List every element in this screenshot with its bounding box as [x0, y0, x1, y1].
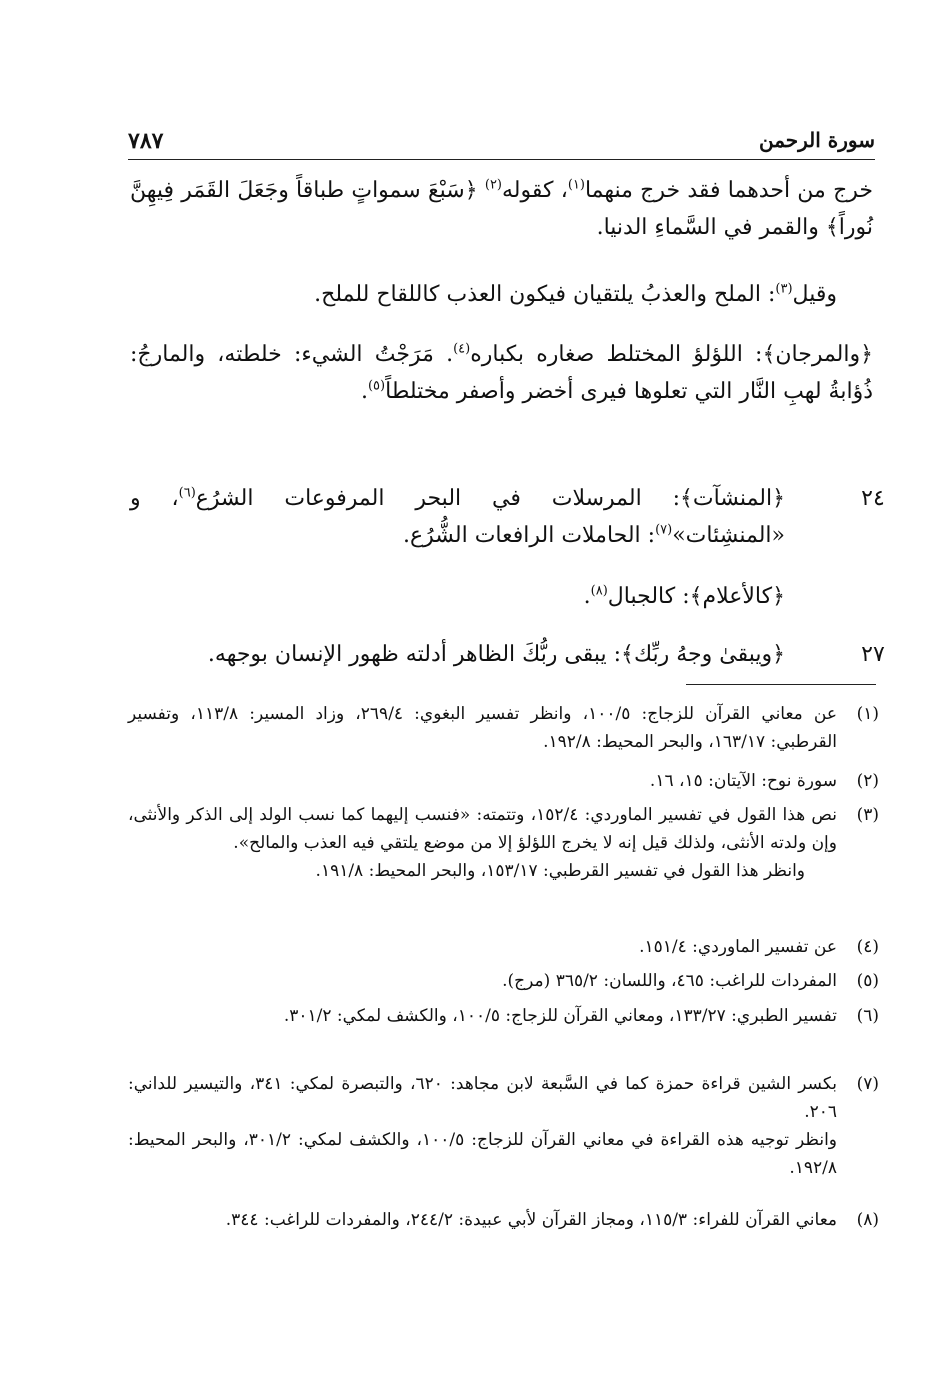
- page-header: [128, 124, 875, 158]
- footnote-ref: (٦): [178, 485, 196, 501]
- surah-title: سورة الرحمن: [758, 128, 875, 152]
- paragraph-5: [130, 578, 873, 615]
- paragraph-1: [130, 172, 873, 246]
- verse-explanation: [130, 480, 785, 554]
- footnote-2: [128, 767, 879, 795]
- footnote-ref: (٤): [453, 341, 471, 357]
- footnote-number: (٥): [856, 971, 879, 991]
- paragraph-text: ، و «المنشِئات»: [130, 486, 785, 548]
- paragraph-text: ﴿كالأعلام﴾: كالجبال: [607, 584, 785, 609]
- footnote-5: [128, 967, 879, 995]
- footnote-number: (٤): [856, 937, 879, 957]
- footnote-text: نص هذا القول في تفسير الماوردي: ١٥٢/٤، وتتمته: «فنسب إليهما كما نسب الولد إلى الذكر والأنثى، وإن ولدته الأنثى، ولذلك قيل إنه لا يخرج اللؤلؤ إلا من موضع يلتقي فيه العذب والمالح».: [128, 805, 837, 853]
- paragraph-text: ﴿والمرجان﴾: اللؤلؤ المختلط صغاره بكباره: [470, 342, 873, 367]
- verse-entry-24: [130, 480, 885, 554]
- footnote-7: [128, 1070, 879, 1182]
- footnote-number: (٨): [856, 1210, 879, 1230]
- footnote-number: (٣): [856, 805, 879, 825]
- paragraph-text: .: [583, 584, 591, 609]
- paragraph-text: ، كقوله: [502, 178, 568, 203]
- paragraph-text: وقيل: [792, 282, 837, 307]
- footnote-text-extra: وانظر توجيه هذه القراءة في معاني القرآن للزجاج: ١٠٠/٥، والكشف لمكي: ٣٠١/٢، والبحر المحيط: ١٩٢/٨.: [128, 1130, 837, 1178]
- footnote-text: عن تفسير الماوردي: ١٥١/٤.: [639, 937, 837, 957]
- paragraph-text: ﴿سَبْعَ سمواتٍ طباقاً وجَعَلَ القَمَر فِيهِنَّ نُوراً﴾ والقمر في السَّماءِ الدنيا.: [130, 178, 873, 240]
- paragraph-text: . مَرَجْتُ الشيء: خلطته، والمارجُ: ذُؤابةُ لهبِ النَّار التي تعلوها فيرى أخضر وأصفر مختلطاً: [130, 342, 873, 404]
- verse-explanation: ﴿ويبقىٰ وجهُ ربِّك﴾: يبقى ربُّكَ الظاهر أدلته ظهور الإنسان بوجهه.: [207, 642, 785, 667]
- paragraph-3: [130, 336, 873, 410]
- footnote-4: [128, 933, 879, 961]
- footnote-text-extra: وانظر هذا القول في تفسير القرطبي: ١٥٣/١٧، والبحر المحيط: ١٩١/٨.: [315, 861, 805, 881]
- footnote-ref: (٧): [655, 522, 673, 538]
- paragraph-text: : الحاملات الرافعات الشُّرُع.: [403, 523, 656, 548]
- footnote-ref: (٥): [367, 378, 386, 394]
- header-rule: [128, 159, 875, 160]
- verse-entry-27: [130, 636, 885, 673]
- footnote-number: (٧): [856, 1074, 879, 1094]
- footnote-ref: (٣): [775, 281, 793, 297]
- footnote-number: (٢): [856, 771, 879, 791]
- footnote-text: بكسر الشين قراءة حمزة كما في السَّبعة لابن مجاهد: ٦٢٠، والتبصرة لمكي: ٣٤١، والتيسير للداني: ٢٠٦.: [128, 1074, 837, 1122]
- paragraph-2: [130, 276, 873, 313]
- footnote-number: (٦): [856, 1006, 879, 1026]
- footnote-number: (١): [856, 704, 879, 724]
- paragraph-text: ﴿المنشآت﴾: المرسلات في البحر المرفوعات الشرُع: [195, 486, 785, 511]
- footnote-3: [128, 801, 879, 885]
- footnote-ref: (٢): [484, 177, 502, 193]
- paragraph-text: خرج من أحدهما فقد خرج منهما: [584, 178, 874, 203]
- footnote-8: [128, 1206, 879, 1234]
- footnote-text: عن معاني القرآن للزجاج: ١٠٠/٥، وانظر تفسير البغوي: ٢٦٩/٤، وزاد المسير: ١١٣/٨، وتفسير القرطبي: ١٦٣/١٧، والبحر المحيط: ١٩٢/٨.: [128, 704, 837, 752]
- footnote-6: [128, 1002, 879, 1030]
- page-number: ٧٨٧: [128, 128, 164, 154]
- paragraph-text: .: [360, 379, 368, 404]
- verse-number: ٢٧: [861, 642, 885, 667]
- footnote-ref: (٨): [590, 583, 608, 599]
- footnote-separator: [686, 684, 876, 685]
- footnote-text: معاني القرآن للفراء: ١١٥/٣، ومجاز القرآن لأبي عبيدة: ٢٤٤/٢، والمفردات للراغب: ٣٤٤.: [225, 1210, 837, 1230]
- footnote-text: تفسير الطبري: ١٣٣/٢٧، ومعاني القرآن للزجاج: ١٠٠/٥، والكشف لمكي: ٣٠١/٢.: [283, 1006, 837, 1026]
- footnote-text: سورة نوح: الآيتان: ١٥، ١٦.: [649, 771, 837, 791]
- footnote-text: المفردات للراغب: ٤٦٥، واللسان: ٣٦٥/٢ (مرج).: [502, 971, 837, 991]
- paragraph-text: : الملح والعذبُ يلتقيان فيكون العذب كاللقاح للملح.: [314, 282, 776, 307]
- footnote-ref: (١): [567, 177, 585, 193]
- verse-number: ٢٤: [861, 486, 885, 511]
- footnote-1: [128, 700, 879, 756]
